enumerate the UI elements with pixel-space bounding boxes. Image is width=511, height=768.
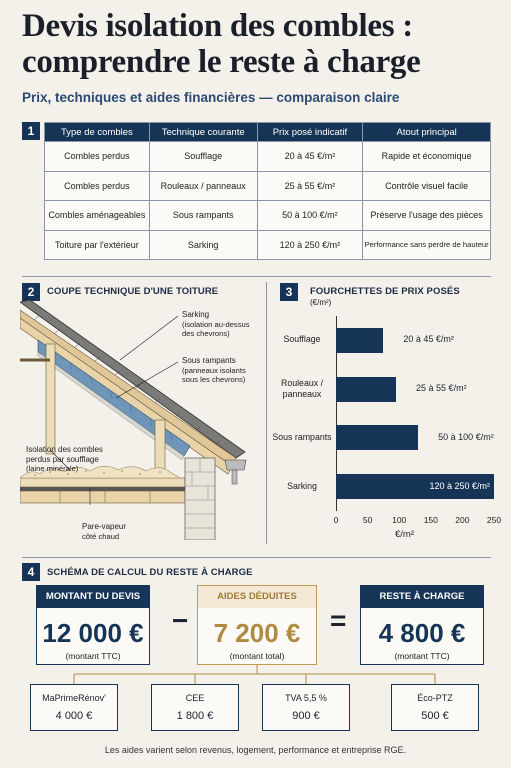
aid-name: CEE	[185, 693, 205, 703]
chart-category-label: Sous rampants	[272, 431, 332, 442]
table-cell: 50 à 100 €/m²	[257, 201, 363, 231]
aid-item-tva	[262, 684, 350, 731]
column-header: Atout principal	[363, 123, 491, 142]
table-row	[45, 142, 491, 172]
label-vapeur-desc: côté chaud	[82, 531, 120, 541]
label-sarking-desc: (isolation au-dessus des chevrons)	[182, 319, 250, 338]
reste-value: 4 800 €	[378, 618, 466, 648]
label-sarking-title: Sarking	[182, 310, 210, 319]
label-vapeur-title: Pare-vapeur	[82, 522, 127, 531]
section-2-title: COUPE TECHNIQUE D'UNE TOITURE	[47, 286, 219, 297]
chart-category-label: Sarking	[287, 480, 317, 491]
reste-note: (montant TTC)	[394, 651, 450, 661]
chart-x-tick-label: 100	[392, 515, 407, 525]
table-cell: 20 à 45 €/m²	[257, 142, 363, 172]
chart-data-label: 50 à 100 €/m²	[438, 431, 494, 442]
label-rampants-title: Sous rampants	[182, 356, 236, 365]
reste-label: RESTE À CHARGE	[361, 586, 483, 608]
aides-value: 7 200 €	[213, 618, 301, 648]
chart-x-tick-label: 150	[423, 515, 438, 525]
chart-category-label: Rouleaux / panneaux	[280, 378, 324, 400]
aides-box	[197, 585, 317, 665]
aid-name: TVA 5,5 %	[285, 693, 327, 703]
table-cell: Contrôle visuel facile	[363, 171, 491, 201]
chart-bar	[336, 377, 396, 402]
aid-name: MaPrimeRénov'	[42, 693, 106, 703]
label-sarking	[182, 310, 262, 339]
table-cell: Combles perdus	[45, 142, 150, 172]
table-cell: Préserve l'usage des pièces	[363, 201, 491, 231]
section-vertical-divider	[266, 282, 267, 544]
column-header: Technique courante	[149, 123, 257, 142]
devis-note: (montant TTC)	[65, 651, 121, 661]
section-3-number: 3	[280, 283, 298, 301]
table-cell: Sarking	[149, 230, 257, 260]
table-row	[45, 230, 491, 260]
chart-x-axis-title: €/m²	[395, 529, 414, 540]
chart-bar	[336, 328, 383, 353]
chart-category-label: Soufflage	[283, 334, 321, 345]
pricing-table	[44, 122, 491, 260]
page-subtitle: Prix, techniques et aides financières — comparaison claire	[22, 90, 400, 105]
label-rampants-desc: (panneaux isolants sous les chevrons)	[182, 365, 246, 384]
chart-bar	[336, 425, 418, 450]
aid-name: Éco-PTZ	[417, 693, 453, 703]
table-cell: Sous rampants	[149, 201, 257, 231]
section-4-number: 4	[22, 563, 40, 581]
table-header-row	[45, 123, 491, 142]
aid-connector-lines	[0, 665, 511, 685]
equals-operator: =	[330, 605, 347, 636]
section-1-number: 1	[22, 122, 40, 140]
table-row	[45, 171, 491, 201]
column-header: Prix posé indicatif	[257, 123, 363, 142]
label-soufflage	[26, 445, 126, 474]
table-cell: Rapide et économique	[363, 142, 491, 172]
chart-x-tick-label: 0	[333, 515, 339, 525]
aid-value: 4 000 €	[55, 710, 93, 722]
section-divider	[22, 276, 491, 277]
chart-x-tick-label: 200	[455, 515, 470, 525]
minus-operator: −	[172, 605, 189, 636]
page-title: Devis isolation des combles : comprendre le reste à charge	[22, 8, 421, 80]
devis-label: MONTANT DU DEVIS	[37, 586, 149, 608]
devis-box	[36, 585, 150, 665]
label-soufflage-desc: (laine minérale)	[26, 464, 79, 473]
chart-x-tick-label: 250	[486, 515, 502, 525]
column-header: Type de combles	[45, 123, 150, 142]
aid-value: 500 €	[421, 710, 449, 722]
label-pare-vapeur	[82, 522, 162, 541]
label-sous-rampants	[182, 356, 262, 385]
chart-data-label: 25 à 55 €/m²	[416, 383, 467, 394]
section-2-number: 2	[22, 283, 40, 301]
chart-x-tick-label: 50	[362, 515, 373, 525]
table-cell: Combles perdus	[45, 171, 150, 201]
chart-data-label: 20 à 45 €/m²	[403, 334, 454, 345]
label-soufflage-title: Isolation des combles perdus par soufflage	[26, 445, 103, 464]
aid-item-eco-ptz	[391, 684, 479, 731]
section-4-title: SCHÉMA DE CALCUL DU RESTE À CHARGE	[47, 567, 253, 578]
aides-label: AIDES DÉDUITES	[198, 586, 316, 608]
footer-note: Les aides varient selon revenus, logement, performance et entreprise RGE.	[104, 745, 407, 755]
price-range-bar-chart	[270, 296, 504, 546]
aid-value: 900 €	[292, 710, 320, 722]
table-cell: Rouleaux / panneaux	[149, 171, 257, 201]
table-cell: 120 à 250 €/m²	[257, 230, 363, 260]
table-cell: 25 à 55 €/m²	[257, 171, 363, 201]
table-cell: Combles aménageables	[45, 201, 150, 231]
table-row	[45, 201, 491, 231]
section-3-title: FOURCHETTES DE PRIX POSÉS	[310, 286, 460, 297]
table-cell: Toiture par l'extérieur	[45, 230, 150, 260]
section-divider	[22, 557, 491, 558]
aid-item-maprimerenov	[30, 684, 118, 731]
aides-note: (montant total)	[229, 651, 285, 661]
aid-value: 1 800 €	[176, 710, 214, 722]
chart-unit-top: (€/m²)	[310, 298, 332, 307]
table-cell: Soufflage	[149, 142, 257, 172]
table-cell: Performance sans perdre de hauteur	[363, 230, 491, 260]
aid-item-cee	[151, 684, 239, 731]
chart-data-label: 120 à 250 €/m²	[429, 480, 490, 491]
devis-value: 12 000 €	[42, 618, 144, 648]
reste-box	[360, 585, 484, 665]
